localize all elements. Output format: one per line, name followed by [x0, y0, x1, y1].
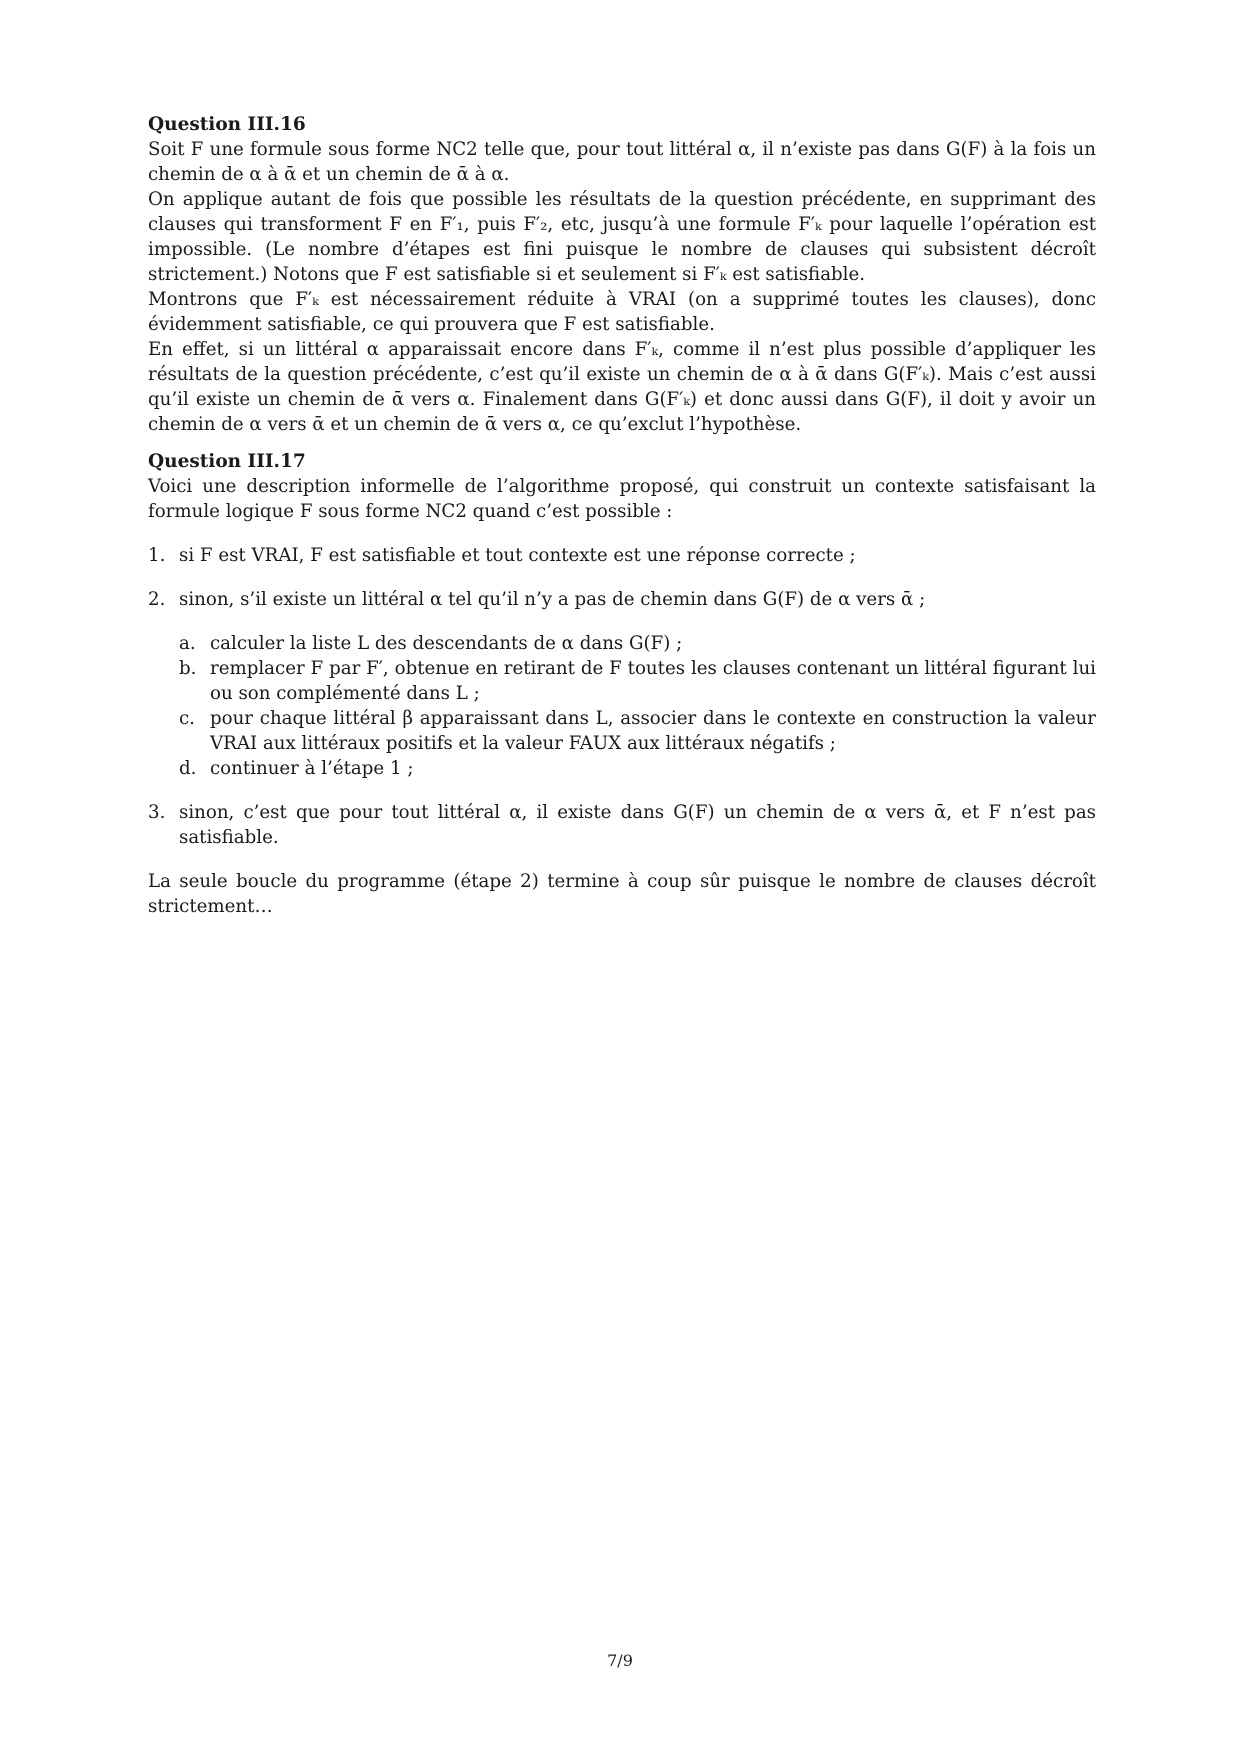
page-number: 7/9 — [607, 1651, 633, 1670]
sublist-item-letter: c. — [179, 708, 195, 729]
question-17-conclusion: La seule boucle du programme (étape 2) termine à coup sûr puisque le nombre de clauses décroît strictement… — [148, 871, 1096, 917]
list-item-number: 1. — [148, 545, 166, 566]
sublist-item — [148, 706, 1096, 756]
sublist-item-text: remplacer F par F′, obtenue en retirant de F toutes les clauses contenant un littéral figurant lui ou son complémenté dans L ; — [210, 658, 1096, 704]
sublist-item — [148, 756, 1096, 781]
sublist-item-text: calculer la liste L des descendants de α dans G(F) ; — [210, 633, 683, 654]
question-16-paragraph-2: On applique autant de fois que possible les résultats de la question précédente, en supprimant des clauses qui transforment F en F′₁, puis F′₂, etc, jusqu’à une formule F′ₖ pour laquelle l’opération est impossible. (Le nombre d’étapes est fini puisque le nombre de clauses qui subsistent décroît strictement.) Notons que F est satisfiable si et seulement si F′ₖ est satisfiable. — [148, 189, 1096, 285]
sublist-item-letter: b. — [179, 658, 197, 679]
question-17-intro: Voici une description informelle de l’algorithme proposé, qui construit un contexte satisfaisant la formule logique F sous forme NC2 quand c’est possible : — [148, 476, 1096, 522]
list-item-text: sinon, c’est que pour tout littéral α, il existe dans G(F) un chemin de α vers ᾱ, et F n’est pas satisfiable. — [179, 802, 1096, 848]
list-item — [148, 800, 1096, 850]
algorithm-substeps-list — [148, 631, 1096, 781]
algorithm-steps-list — [148, 543, 1096, 850]
list-item — [148, 543, 1096, 568]
document-page — [148, 112, 1096, 919]
question-16-paragraph-4: En effet, si un littéral α apparaissait encore dans F′ₖ, comme il n’est plus possible d’appliquer les résultats de la question précédente, c’est qu’il existe un chemin de α à ᾱ dans G(F′ₖ). Mais c’est aussi qu’il existe un chemin de ᾱ vers α. Finalement dans G(F′ₖ) et donc aussi dans G(F), il doit y avoir un chemin de α vers ᾱ et un chemin de ᾱ vers α, ce qu’exclut l’hypothèse. — [148, 339, 1096, 435]
list-item — [148, 587, 1096, 612]
question-17-title: Question III.17 — [148, 451, 306, 472]
list-item-text: sinon, s’il existe un littéral α tel qu’il n’y a pas de chemin dans G(F) de α vers ᾱ ; — [179, 589, 926, 610]
list-item-number: 2. — [148, 589, 166, 610]
sublist-item-text: continuer à l’étape 1 ; — [210, 758, 414, 779]
list-item-text: si F est VRAI, F est satisfiable et tout contexte est une réponse correcte ; — [179, 545, 856, 566]
sublist-item — [148, 631, 1096, 656]
sublist-item-text: pour chaque littéral β apparaissant dans L, associer dans le contexte en construction la valeur VRAI aux littéraux positifs et la valeur FAUX aux littéraux négatifs ; — [210, 708, 1096, 754]
list-item-number: 3. — [148, 802, 166, 823]
sublist-item-letter: a. — [179, 633, 196, 654]
sublist-item — [148, 656, 1096, 706]
question-16-paragraph-1: Soit F une formule sous forme NC2 telle que, pour tout littéral α, il n’existe pas dans G(F) à la fois un chemin de α à ᾱ et un chemin de ᾱ à α. — [148, 139, 1096, 185]
question-16-paragraph-3: Montrons que F′ₖ est nécessairement réduite à VRAI (on a supprimé toutes les clauses), donc évidemment satisfiable, ce qui prouvera que F est satisfiable. — [148, 289, 1096, 335]
question-16-title: Question III.16 — [148, 114, 306, 135]
sublist-item-letter: d. — [179, 758, 197, 779]
